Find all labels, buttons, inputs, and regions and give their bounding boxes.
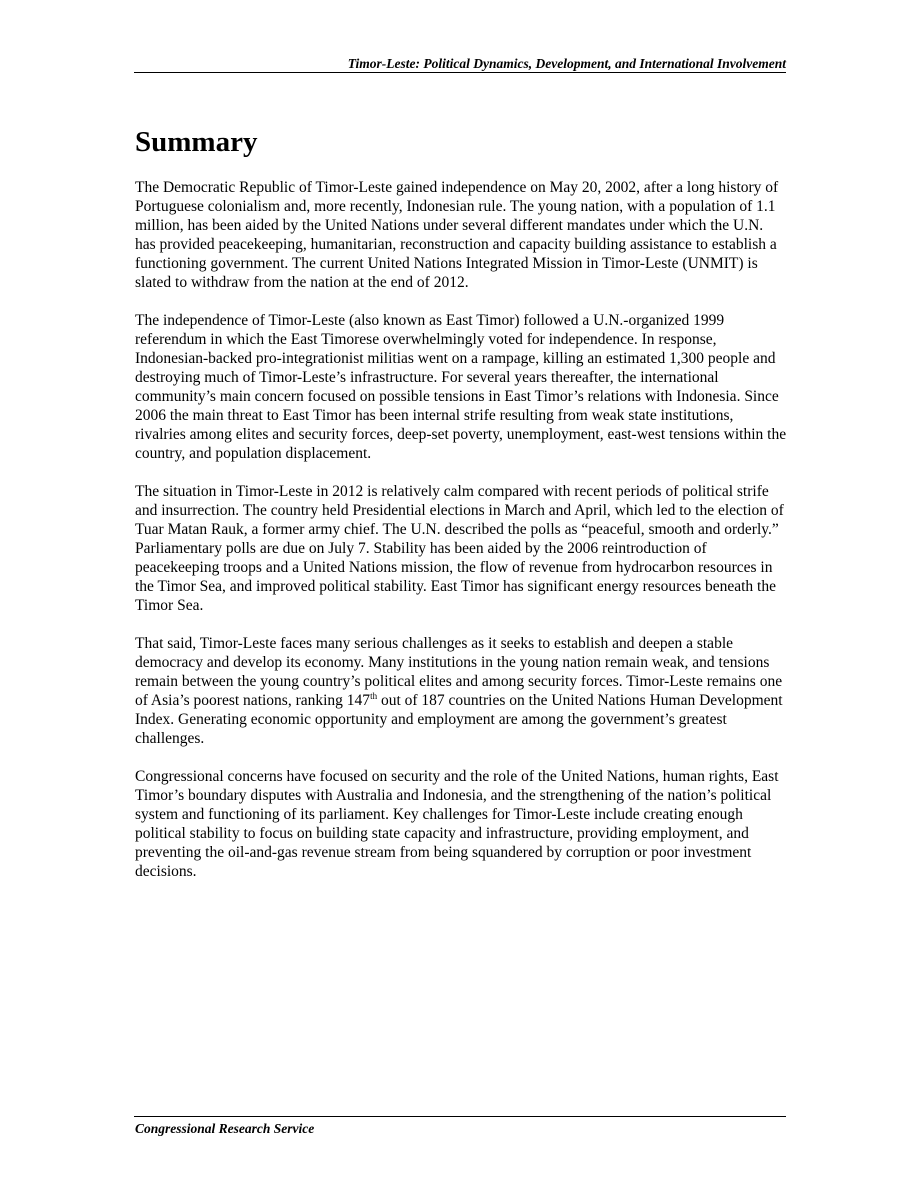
summary-paragraph-1: The Democratic Republic of Timor-Leste gained independence on May 20, 2002, after a long history of Portuguese colonialism and, more recently, Indonesian rule. The young nation, with a population of 1.1 million, has been aided by the United Nations under several different mandates under which the U.N. has provided peacekeeping, humanitarian, reconstruction and capacity building assistance to establish a functioning government. The current United Nations Integrated Mission in Timor-Leste (UNMIT) is slated to withdraw from the nation at the end of 2012. [135,179,779,291]
running-header: Timor-Leste: Political Dynamics, Development, and International Involvement [347,56,786,71]
ordinal-suffix: th [370,690,378,701]
summary-paragraph-3: The situation in Timor-Leste in 2012 is relatively calm compared with recent periods of political strife and insurrection. The country held Presidential elections in March and April, which led to the election of Tuar Matan Rauk, a former army chief. The U.N. described the polls as “peaceful, smooth and orderly.” Parliamentary polls are due on July 7. Stability has been aided by the 2006 reintroduction of peacekeeping troops and a United Nations mission, the flow of revenue from hydrocarbon resources in the Timor Sea, and improved political stability. East Timor has significant energy resources beneath the Timor Sea. [135,483,784,614]
summary-paragraph-4-text-start: That said, Timor-Leste faces many serious challenges as it seeks to establish and deepen a stable democracy and develop its economy. Many institutions in the young nation remain weak, and tensions remain between the young country’s political elites and among security forces. Timor-Leste remains one of Asia’s poorest nations, ranking 147 [135,635,783,709]
running-footer: Congressional Research Service [135,1121,315,1136]
summary-body [135,178,787,881]
summary-paragraph-2: The independence of Timor-Leste (also known as East Timor) followed a U.N.-organized 1999 referendum in which the East Timorese overwhelmingly voted for independence. In response, Indonesian-backed pro-integrationist militias went on a rampage, killing an estimated 1,300 people and destroying much of Timor-Leste’s infrastructure. For several years thereafter, the international community’s main concern focused on possible tensions in East Timor’s relations with Indonesia. Since 2006 the main threat to East Timor has been internal strife resulting from weak state institutions, rivalries among elites and security forces, deep-set poverty, unemployment, east-west tensions within the country, and population displacement. [135,312,787,462]
summary-paragraph-5: Congressional concerns have focused on security and the role of the United Nations, human rights, East Timor’s boundary disputes with Australia and Indonesia, and the strengthening of the nation’s political system and functioning of its parliament. Key challenges for Timor-Leste include creating enough political stability to focus on building state capacity and infrastructure, providing employment, and preventing the oil-and-gas revenue stream from being squandered by corruption or poor investment decisions. [135,768,779,880]
page-title: Summary [135,126,258,158]
footer-divider [134,1116,786,1117]
header-divider [134,72,786,73]
summary-section [135,122,787,900]
summary-paragraph-4-text-end: out of 187 countries on the United Nations Human Development Index. Generating economic opportunity and employment are among the government’s greatest challenges. [135,692,783,747]
summary-paragraph-4 [135,634,787,748]
